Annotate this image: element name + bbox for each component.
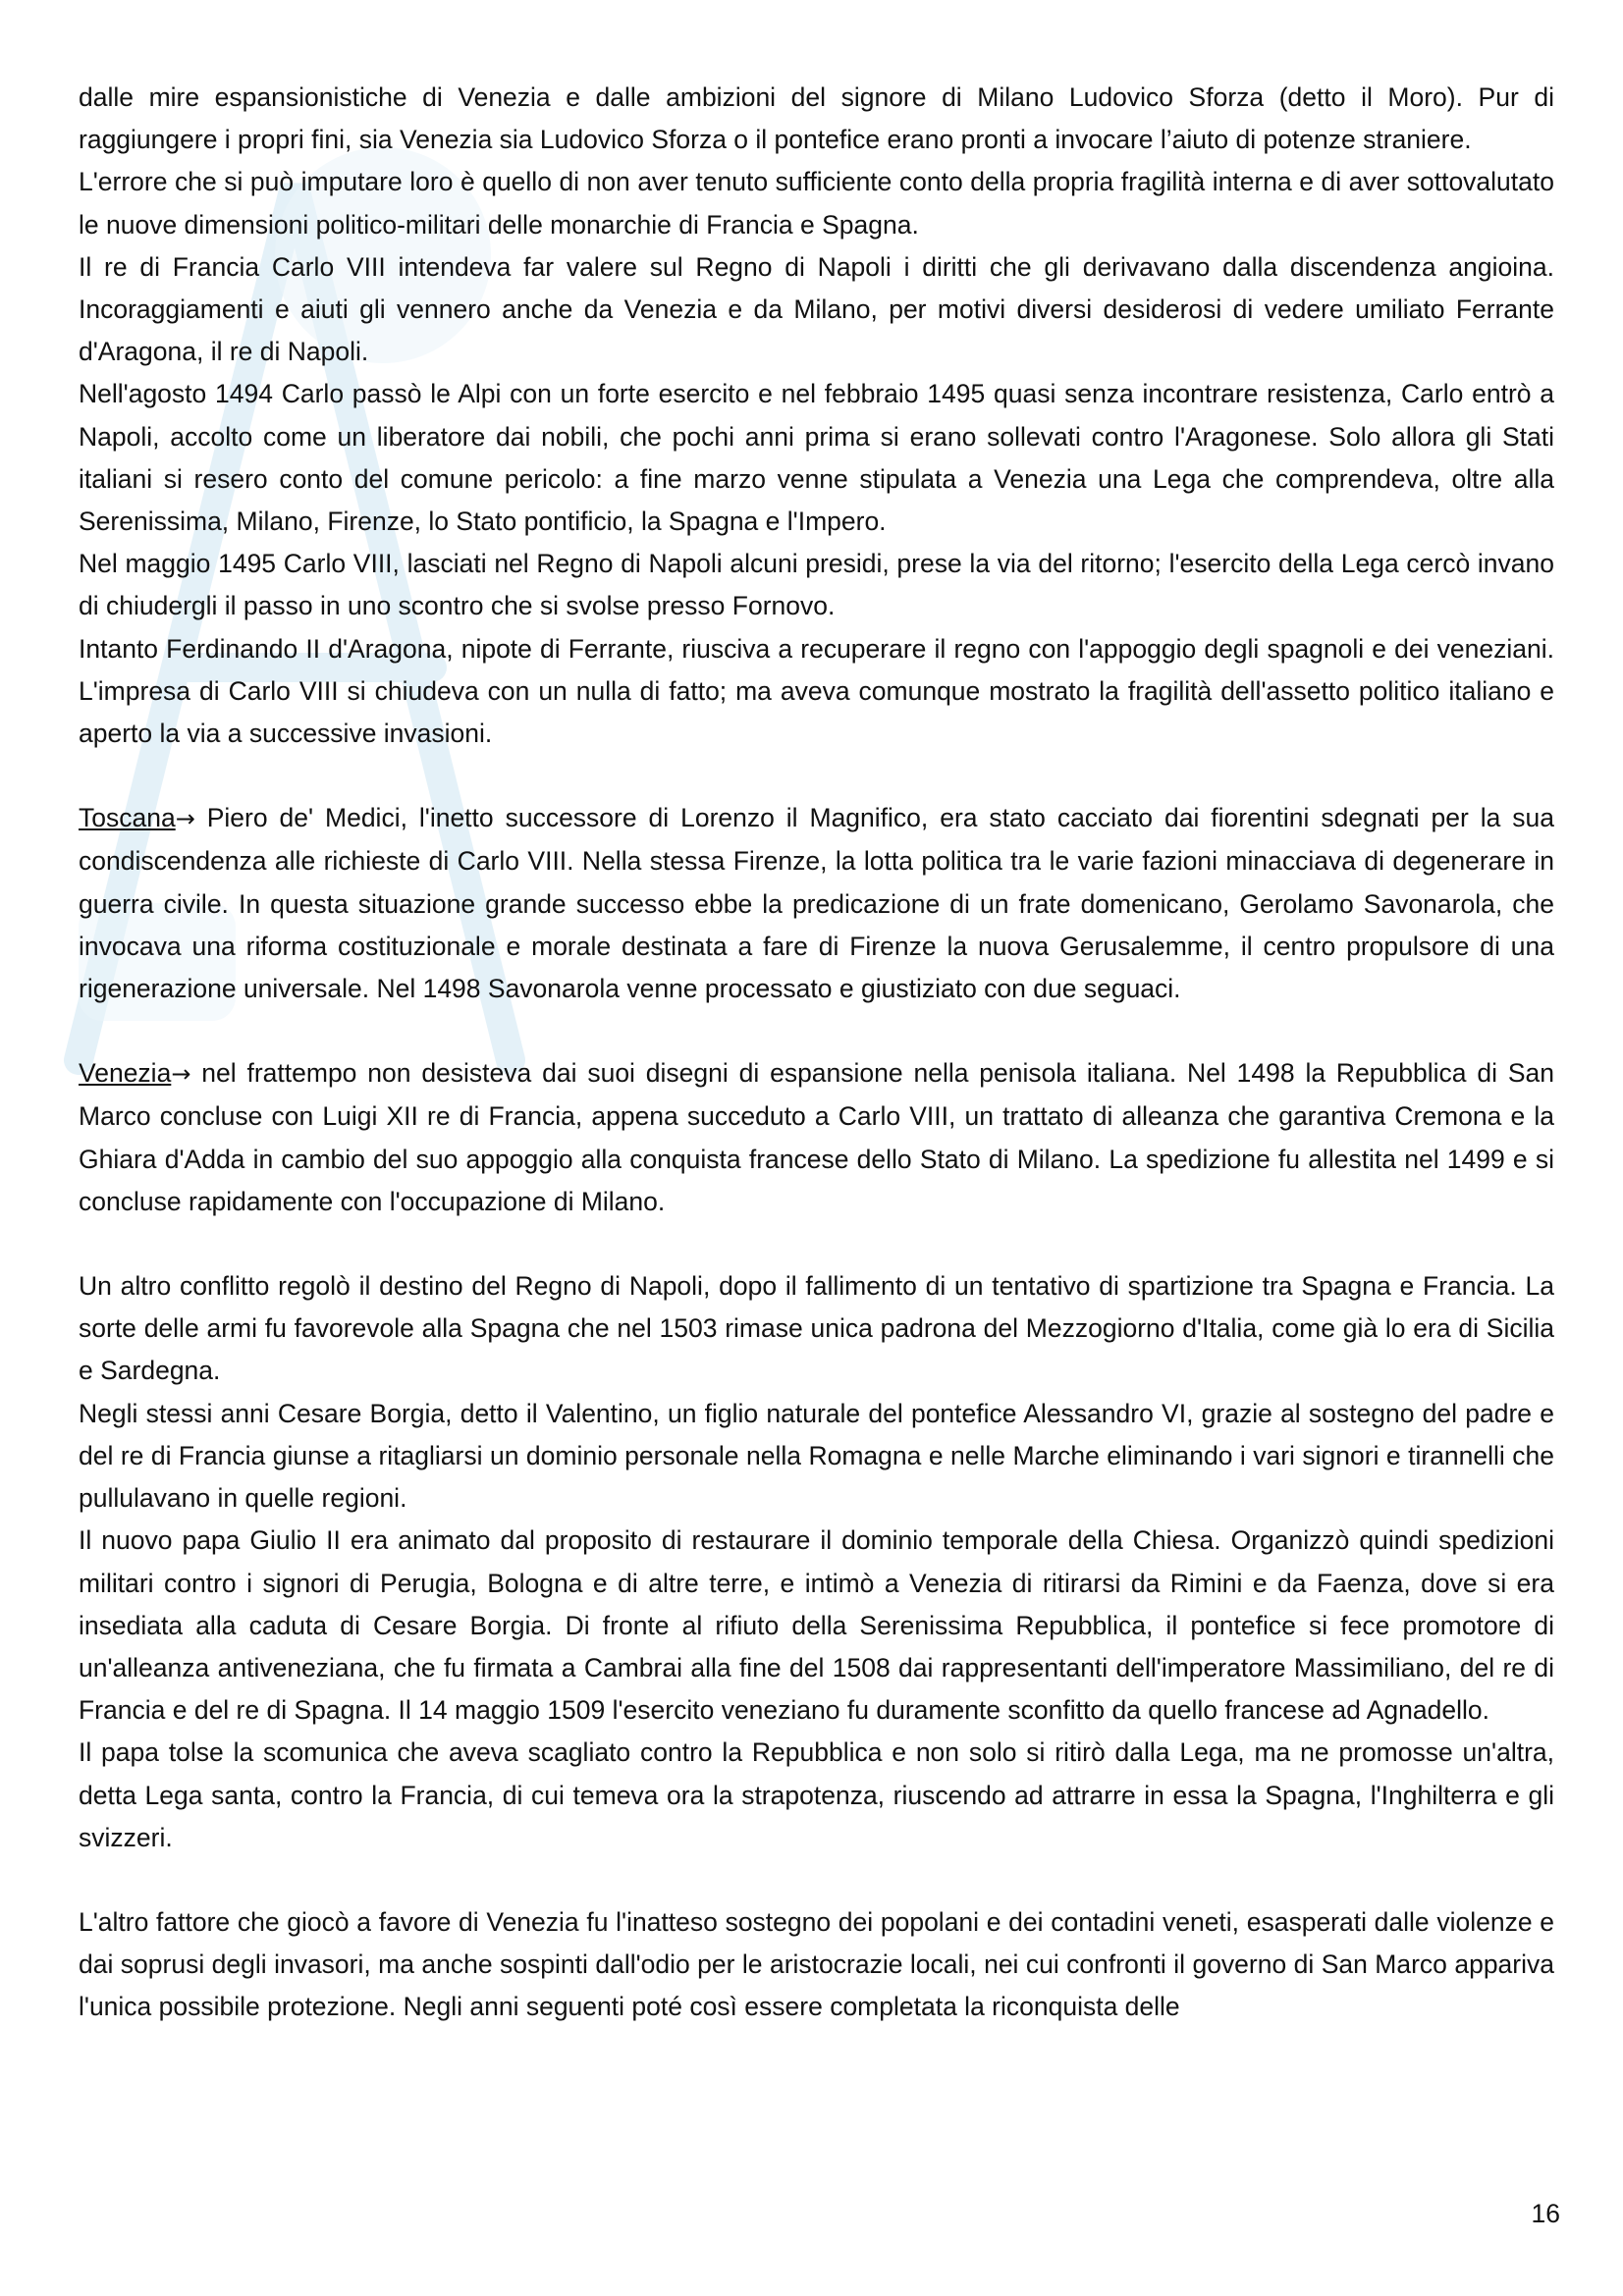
spacer — [79, 1223, 1554, 1265]
paragraph: Il re di Francia Carlo VIII intendeva far valere sul Regno di Napoli i diritti che gli derivavano dalla discendenza angioina. Incoraggiamenti e aiuti gli vennero anche da Venezia e da Milano, per motivi diversi desiderosi di vedere umiliato Ferrante d'Aragona, il re di Napoli. — [79, 251, 1554, 367]
paragraph: Il nuovo papa Giulio II era animato dal proposito di restaurare il dominio temporale della Chiesa. Organizzò quindi spedizioni militari contro i signori di Perugia, Bologna e di altre terre, e intimò a Venezia di ritirarsi da Rimini e da Faenza, dove si era insediata alla caduta di Cesare Borgia. Di fronte al rifiuto della Serenissima Repubblica, il pontefice si fece promotore di un'alleanza antiveneziana, che fu firmata a Cambrai alla fine del 1508 dai rappresentanti dell'imperatore Massimiliano, del re di Francia e del re di Spagna. Il 14 maggio 1509 l'esercito veneziano fu duramente sconfitto da quello francese ad Agnadello. — [79, 1525, 1554, 1726]
closing-section — [79, 1901, 1554, 2029]
paragraph: L'altro fattore che giocò a favore di Venezia fu l'inatteso sostegno dei popolani e dei contadini veneti, esasperati dalle violenze e dai soprusi degli invasori, ma anche sospinti dall'odio per le aristocrazie locali, nei cui confronti il governo di San Marco appariva l'unica possibile protezione. Negli anni seguenti poté così essere completata la riconquista delle — [79, 1906, 1554, 2022]
venezia-section — [79, 1052, 1554, 1223]
section-label-toscana: Toscana — [79, 803, 176, 833]
paragraph: Nel maggio 1495 Carlo VIII, lasciati nel Regno di Napoli alcuni presidi, prese la via del ritorno; l'esercito della Lega cercò invano di chiudergli il passo in uno scontro che si svolse presso Fornovo. — [79, 549, 1554, 621]
paragraph: Negli stessi anni Cesare Borgia, detto il Valentino, un figlio naturale del pontefice Alessandro VI, grazie al sostegno del padre e del re di Francia giunse a ritagliarsi un dominio personale nella Romagna e nelle Marche eliminando i vari signori e tirannelli che pullulavano in quelle regioni. — [79, 1398, 1554, 1514]
document-page — [79, 77, 1554, 2029]
paragraph — [79, 1052, 1554, 1223]
venezia-text: nel frattempo non desisteva dai suoi disegni di espansione nella penisola italiana. Nel 1498 la Repubblica di San Marco concluse con Luigi XII re di Francia, appena succeduto a Carlo VIII, un trattato di alleanza che garantiva Cremona e la Ghiara d'Adda in cambio del suo appoggio alla conquista francese dello Stato di Milano. La spedizione fu allestita nel 1499 e si concluse rapidamente con l'occupazione di Milano. — [79, 1058, 1554, 1216]
paragraph: Intanto Ferdinando II d'Aragona, nipote di Ferrante, riusciva a recuperare il regno con l'appoggio degli spagnoli e dei veneziani. L'impresa di Carlo VIII si chiudeva con un nulla di fatto; ma aveva comunque mostrato la fragilità dell'assetto politico italiano e aperto la via a successive invasioni. — [79, 633, 1554, 749]
paragraph — [79, 797, 1554, 1010]
arrow-right-icon: → — [175, 805, 195, 833]
paragraph: Nell'agosto 1494 Carlo passò le Alpi con un forte esercito e nel febbraio 1495 quasi senza incontrare resistenza, Carlo entrò a Napoli, accolto come un liberatore dai nobili, che pochi anni prima si erano sollevati contro l'Aragonese. Solo allora gli Stati italiani si resero conto del comune pericolo: a fine marzo venne stipulata a Venezia una Lega che comprendeva, oltre alla Serenissima, Milano, Firenze, lo Stato pontificio, la Spagna e l'Impero. — [79, 379, 1554, 537]
spacer — [79, 755, 1554, 797]
napoli-section — [79, 1265, 1554, 1859]
paragraph: dalle mire espansionistiche di Venezia e dalle ambizioni del signore di Milano Ludovico Sforza (detto il Moro). Pur di raggiungere i propri fini, sia Venezia sia Ludovico Sforza o il pontefice erano pronti a invocare l’aiuto di potenze straniere. — [79, 82, 1554, 155]
spacer — [79, 1010, 1554, 1052]
toscana-text: Piero de' Medici, l'inetto successore di Lorenzo il Magnifico, era stato cacciato dai fiorentini sdegnati per la sua condiscendenza alle richieste di Carlo VIII. Nella stessa Firenze, la lotta politica tra le varie fazioni minacciava di degenerare in guerra civile. In questa situazione grande successo ebbe la predicazione di un frate domenicano, Gerolamo Savonarola, che invocava una riforma costituzionale e morale destinata a fare di Firenze la nuova Gerusalemme, il centro propulsore di una rigenerazione universale. Nel 1498 Savonarola venne processato e giustiziato con due seguaci. — [79, 803, 1554, 1004]
spacer — [79, 1859, 1554, 1901]
arrow-right-icon: → — [171, 1060, 191, 1089]
paragraph: Un altro conflitto regolò il destino del Regno di Napoli, dopo il fallimento di un tentativo di spartizione tra Spagna e Francia. La sorte delle armi fu favorevole alla Spagna che nel 1503 rimase unica padrona del Mezzogiorno d'Italia, come già lo era di Sicilia e Sardegna. — [79, 1271, 1554, 1386]
paragraph: L'errore che si può imputare loro è quello di non aver tenuto sufficiente conto della propria fragilità interna e di aver sottovalutato le nuove dimensioni politico-militari delle monarchie di Francia e Spagna. — [79, 167, 1554, 240]
page-number: 16 — [1531, 2199, 1560, 2228]
paragraph: Il papa tolse la scomunica che aveva scagliato contro la Repubblica e non solo si ritirò dalla Lega, ma ne promosse un'altra, detta Lega santa, contro la Francia, di cui temeva ora la strapotenza, riuscendo ad attrarre in essa la Spagna, l'Inghilterra e gli svizzeri. — [79, 1737, 1554, 1852]
intro-section — [79, 77, 1554, 755]
section-label-venezia: Venezia — [79, 1058, 172, 1089]
toscana-section — [79, 797, 1554, 1010]
